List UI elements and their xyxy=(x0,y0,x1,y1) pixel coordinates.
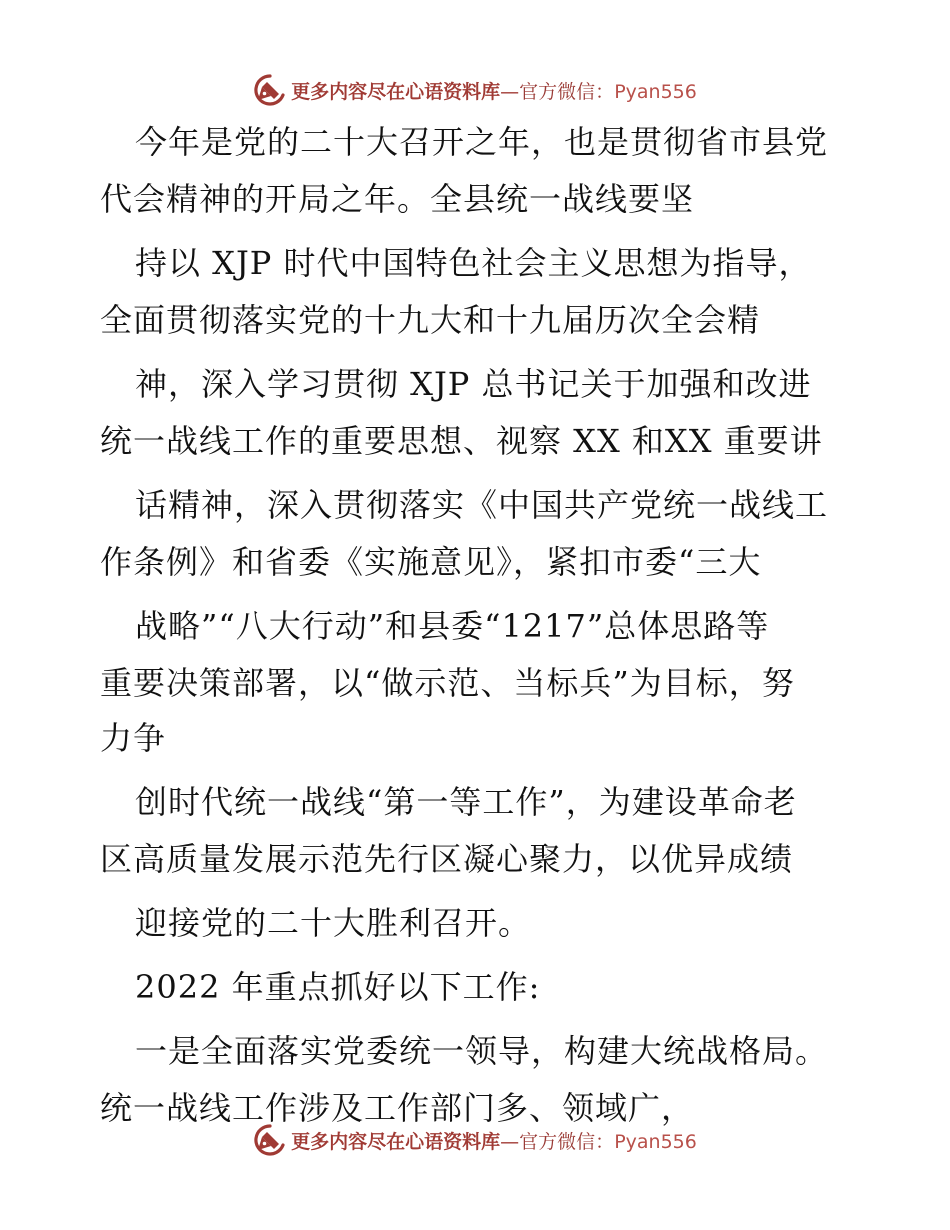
text-line: 力争 xyxy=(100,719,167,757)
watermark-banner-top xyxy=(0,70,950,110)
text-line: 神，深入学习贯彻 XJP 总书记关于加强和改进 xyxy=(135,365,812,403)
text-line: 统一战线工作涉及工作部门多、领域广， xyxy=(100,1089,695,1127)
text-line: 作条例》和省委《实施意见》，紧扣市委“三大 xyxy=(100,543,762,581)
watermark-label: 官方微信： xyxy=(519,1130,615,1153)
watermark-text xyxy=(291,77,697,104)
watermark-label: 官方微信： xyxy=(519,80,615,103)
watermark-text xyxy=(291,1127,697,1154)
watermark-id: Pyan556 xyxy=(614,1130,697,1153)
text-line: 创时代统一战线“第一等工作”，为建设革命老 xyxy=(135,783,797,821)
text-line: 代会精神的开局之年。全县统一战线要坚 xyxy=(100,180,695,218)
watermark-main: 更多内容尽在心语资料库 xyxy=(291,1130,501,1153)
watermark-dash: — xyxy=(500,80,520,103)
pen-nib-logo-icon xyxy=(253,1123,287,1157)
text-line: 持以 XJP 时代中国特色社会主义思想为指导， xyxy=(135,244,812,282)
text-line: 迎接党的二十大胜利召开。 xyxy=(135,904,532,942)
text-line: 统一战线工作的重要思想、视察 XX 和XX 重要讲 xyxy=(100,422,823,460)
watermark-dash: — xyxy=(500,1130,520,1153)
text-line: 2022 年重点抓好以下工作: xyxy=(135,968,541,1006)
watermark-banner-bottom xyxy=(0,1120,950,1160)
text-line: 一是全面落实党委统一领导，构建大统战格局。 xyxy=(135,1032,829,1070)
text-line: 话精神，深入贯彻落实《中国共产党统一战线工 xyxy=(135,486,829,524)
watermark-id: Pyan556 xyxy=(614,80,697,103)
text-line: 战略”“八大行动”和县委“1217”总体思路等 xyxy=(135,607,770,645)
watermark-main: 更多内容尽在心语资料库 xyxy=(291,80,501,103)
pen-nib-logo-icon xyxy=(253,73,287,107)
text-line: 今年是党的二十大召开之年，也是贯彻省市县党 xyxy=(135,123,829,161)
text-line: 区高质量发展示范先行区凝心聚力，以优异成绩 xyxy=(100,840,794,878)
text-line: 全面贯彻落实党的十九大和十九届历次全会精 xyxy=(100,301,761,339)
text-line: 重要决策部署，以“做示范、当标兵”为目标，努 xyxy=(100,664,795,702)
